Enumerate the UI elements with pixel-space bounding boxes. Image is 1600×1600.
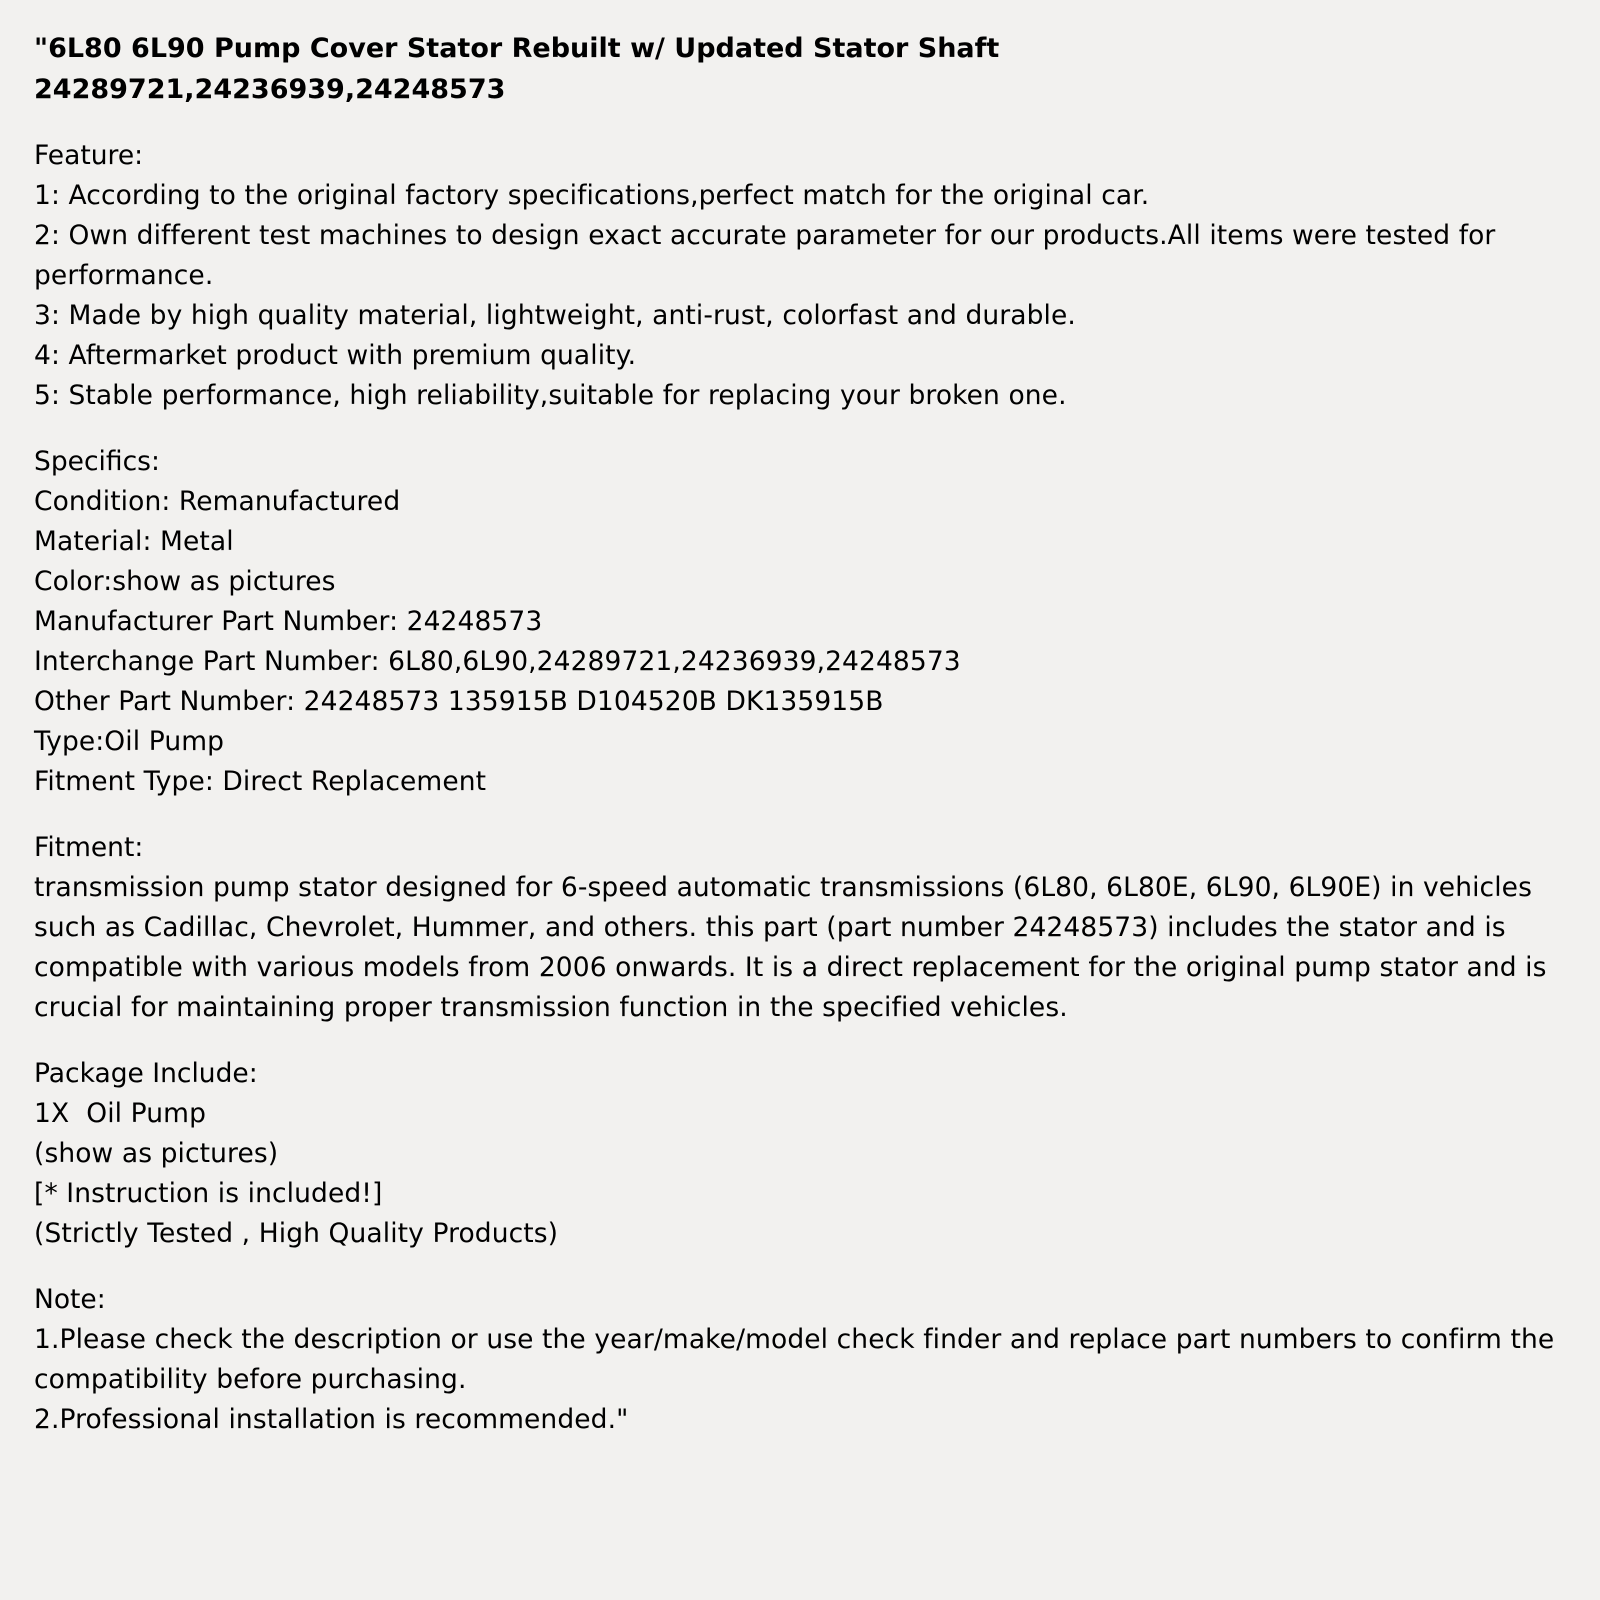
product-title — [34, 28, 1566, 110]
package-item-quantity: 1X Oil Pump — [34, 1098, 207, 1129]
section-fitment — [34, 828, 1566, 1028]
package-note-pictures: (show as pictures) — [34, 1138, 279, 1169]
section-heading-package-include: Package Include: — [34, 1058, 258, 1089]
specifics-interchange-part-number: Interchange Part Number: 6L80,6L90,24289721,24236939,24248573 — [34, 646, 961, 677]
feature-line-1: 1: According to the original factory specifications,perfect match for the original car. — [34, 180, 1150, 211]
section-heading-note: Note: — [34, 1284, 106, 1315]
fitment-paragraph: transmission pump stator designed for 6-speed automatic transmissions (6L80, 6L80E, 6L90, 6L90E) in vehicles such as Cadillac, Chevrolet, Hummer, and others. this part (part number 24248573) includes the stator and is compatible with various models from 2006 onwards. It is a direct replacement for the original pump stator and is crucial for maintaining proper transmission function in the specified vehicles. — [34, 872, 1556, 1023]
section-note — [34, 1280, 1566, 1440]
section-feature — [34, 136, 1566, 416]
specifics-type: Type:Oil Pump — [34, 726, 225, 757]
feature-line-4: 4: Aftermarket product with premium quality. — [34, 340, 637, 371]
package-note-instruction: [* Instruction is included!] — [34, 1178, 383, 1209]
package-note-quality: (Strictly Tested , High Quality Products) — [34, 1218, 559, 1249]
section-heading-fitment: Fitment: — [34, 832, 144, 863]
spacer — [34, 110, 1566, 136]
section-specifics — [34, 442, 1566, 802]
feature-line-3: 3: Made by high quality material, lightweight, anti-rust, colorfast and durable. — [34, 300, 1076, 331]
spacer — [34, 416, 1566, 442]
specifics-material: Material: Metal — [34, 526, 234, 557]
spacer — [34, 802, 1566, 828]
specifics-manufacturer-part-number: Manufacturer Part Number: 24248573 — [34, 606, 543, 637]
product-title-line-1: "6L80 6L90 Pump Cover Stator Rebuilt w/ Updated Stator Shaft — [34, 33, 1000, 64]
specifics-other-part-number: Other Part Number: 24248573 135915B D104520B DK135915B — [34, 686, 884, 717]
spacer — [34, 1254, 1566, 1280]
note-line-2: 2.Professional installation is recommended." — [34, 1404, 629, 1435]
specifics-fitment-type: Fitment Type: Direct Replacement — [34, 766, 487, 797]
section-heading-feature: Feature: — [34, 140, 144, 171]
product-title-line-2: 24289721,24236939,24248573 — [34, 74, 506, 105]
section-package-include — [34, 1054, 1566, 1254]
feature-line-2: 2: Own different test machines to design exact accurate parameter for our products.All items were tested for performance. — [34, 220, 1504, 291]
note-line-1: 1.Please check the description or use the year/make/model check finder and replace part numbers to confirm the compatibility before purchasing. — [34, 1324, 1563, 1395]
feature-line-5: 5: Stable performance, high reliability,suitable for replacing your broken one. — [34, 380, 1067, 411]
spacer — [34, 1028, 1566, 1054]
specifics-condition: Condition: Remanufactured — [34, 486, 401, 517]
section-heading-specifics: Specifics: — [34, 446, 160, 477]
specifics-color: Color:show as pictures — [34, 566, 336, 597]
